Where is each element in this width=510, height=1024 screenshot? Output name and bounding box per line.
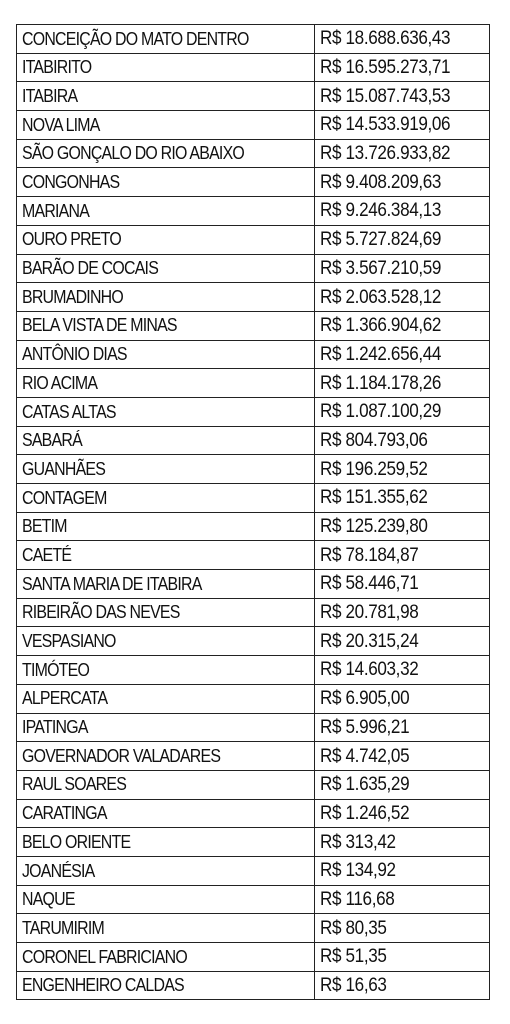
- municipality-cell: [17, 512, 315, 541]
- table-row: [17, 713, 490, 742]
- amount-cell: [315, 799, 490, 828]
- municipality-name: NAQUE: [22, 888, 75, 910]
- amount-cell: [315, 713, 490, 742]
- municipality-name: BRUMADINHO: [22, 285, 123, 307]
- municipality-cell: [17, 197, 315, 226]
- municipality-name: CAETÉ: [22, 543, 72, 565]
- municipality-name: SABARÁ: [22, 429, 82, 451]
- amount-value: R$ 14.603,32: [320, 659, 419, 681]
- amount-value: R$ 9.246.384,13: [320, 200, 442, 222]
- amount-cell: [315, 656, 490, 685]
- amount-value: R$ 1.635,29: [320, 774, 410, 796]
- amount-cell: [315, 197, 490, 226]
- amount-cell: [315, 168, 490, 197]
- amount-value: R$ 5.727.824,69: [320, 229, 442, 251]
- amount-value: R$ 5.996,21: [320, 716, 410, 738]
- amount-value: R$ 1.366.904,62: [320, 315, 442, 337]
- municipality-name: SANTA MARIA DE ITABIRA: [22, 572, 202, 594]
- table-row: [17, 598, 490, 627]
- municipality-cell: [17, 139, 315, 168]
- municipality-name: RIO ACIMA: [22, 371, 98, 393]
- amount-cell: [315, 914, 490, 943]
- table-row: [17, 197, 490, 226]
- municipality-name: TIMÓTEO: [22, 658, 90, 680]
- amount-value: R$ 78.184,87: [320, 544, 419, 566]
- amount-value: R$ 134,92: [320, 860, 396, 882]
- amount-value: R$ 16.595.273,71: [320, 57, 451, 79]
- table-row: [17, 111, 490, 140]
- municipality-cell: [17, 713, 315, 742]
- amount-cell: [315, 254, 490, 283]
- table-row: [17, 455, 490, 484]
- amount-cell: [315, 828, 490, 857]
- municipality-cell: [17, 627, 315, 656]
- municipality-cell: [17, 455, 315, 484]
- municipality-cell: [17, 656, 315, 685]
- municipality-name: OURO PRETO: [22, 228, 121, 250]
- amount-value: R$ 804.793,06: [320, 429, 428, 451]
- table-row: [17, 168, 490, 197]
- amount-cell: [315, 943, 490, 972]
- municipality-cell: [17, 770, 315, 799]
- table-row: [17, 426, 490, 455]
- amount-cell: [315, 369, 490, 398]
- table-row: [17, 770, 490, 799]
- amount-value: R$ 20.315,24: [320, 630, 419, 652]
- amount-cell: [315, 742, 490, 771]
- table-row: [17, 512, 490, 541]
- municipality-name: ITABIRITO: [22, 56, 92, 78]
- amount-value: R$ 1.184.178,26: [320, 372, 442, 394]
- municipality-name: CATAS ALTAS: [22, 400, 116, 422]
- municipality-name: MARIANA: [22, 199, 90, 221]
- amount-cell: [315, 25, 490, 54]
- amount-value: R$ 18.688.636,43: [320, 28, 451, 50]
- municipality-name: VESPASIANO: [22, 630, 116, 652]
- table-row: [17, 369, 490, 398]
- table-row: [17, 684, 490, 713]
- municipality-cell: [17, 25, 315, 54]
- amount-cell: [315, 311, 490, 340]
- municipality-cell: [17, 742, 315, 771]
- amount-cell: [315, 53, 490, 82]
- municipality-cell: [17, 828, 315, 857]
- amount-cell: [315, 82, 490, 111]
- table-row: [17, 570, 490, 599]
- amount-cell: [315, 484, 490, 513]
- municipality-cell: [17, 254, 315, 283]
- table-row: [17, 914, 490, 943]
- municipality-amount-table-container: [16, 24, 490, 1000]
- municipality-name: GOVERNADOR VALADARES: [22, 744, 221, 766]
- table-row: [17, 25, 490, 54]
- municipality-cell: [17, 225, 315, 254]
- municipality-cell: [17, 570, 315, 599]
- table-row: [17, 139, 490, 168]
- municipality-name: TARUMIRIM: [22, 916, 105, 938]
- amount-cell: [315, 770, 490, 799]
- municipality-cell: [17, 82, 315, 111]
- amount-value: R$ 20.781,98: [320, 602, 419, 624]
- table-body: [17, 25, 490, 1000]
- municipality-name: CONTAGEM: [22, 486, 107, 508]
- amount-value: R$ 80,35: [320, 917, 387, 939]
- municipality-cell: [17, 541, 315, 570]
- municipality-cell: [17, 885, 315, 914]
- municipality-name: CORONEL FABRICIANO: [22, 945, 187, 967]
- table-row: [17, 254, 490, 283]
- amount-value: R$ 16,63: [320, 975, 387, 997]
- table-row: [17, 799, 490, 828]
- municipality-name: GUANHÃES: [22, 457, 106, 479]
- municipality-amount-table: [16, 24, 490, 1000]
- municipality-cell: [17, 598, 315, 627]
- table-row: [17, 283, 490, 312]
- municipality-name: BETIM: [22, 515, 67, 537]
- municipality-name: NOVA LIMA: [22, 113, 100, 135]
- amount-cell: [315, 340, 490, 369]
- amount-value: R$ 58.446,71: [320, 573, 419, 595]
- amount-value: R$ 15.087.743,53: [320, 85, 451, 107]
- table-row: [17, 971, 490, 1000]
- table-row: [17, 627, 490, 656]
- municipality-name: CARATINGA: [22, 802, 107, 824]
- amount-cell: [315, 885, 490, 914]
- amount-value: R$ 196.259,52: [320, 458, 428, 480]
- municipality-cell: [17, 283, 315, 312]
- amount-cell: [315, 283, 490, 312]
- municipality-cell: [17, 943, 315, 972]
- amount-cell: [315, 397, 490, 426]
- municipality-name: BELO ORIENTE: [22, 830, 131, 852]
- amount-value: R$ 1.087.100,29: [320, 401, 442, 423]
- amount-cell: [315, 426, 490, 455]
- municipality-name: ITABIRA: [22, 84, 78, 106]
- amount-value: R$ 1.246,52: [320, 802, 410, 824]
- amount-value: R$ 4.742,05: [320, 745, 410, 767]
- amount-cell: [315, 139, 490, 168]
- municipality-cell: [17, 311, 315, 340]
- municipality-name: ANTÔNIO DIAS: [22, 343, 127, 365]
- table-row: [17, 885, 490, 914]
- amount-cell: [315, 111, 490, 140]
- table-row: [17, 340, 490, 369]
- amount-cell: [315, 598, 490, 627]
- municipality-cell: [17, 340, 315, 369]
- amount-value: R$ 313,42: [320, 831, 396, 853]
- municipality-name: CONGONHAS: [22, 171, 120, 193]
- amount-value: R$ 1.242.656,44: [320, 343, 442, 365]
- amount-value: R$ 3.567.210,59: [320, 257, 442, 279]
- amount-cell: [315, 225, 490, 254]
- municipality-cell: [17, 971, 315, 1000]
- table-row: [17, 311, 490, 340]
- table-row: [17, 856, 490, 885]
- table-row: [17, 943, 490, 972]
- amount-cell: [315, 627, 490, 656]
- amount-value: R$ 2.063.528,12: [320, 286, 442, 308]
- municipality-cell: [17, 397, 315, 426]
- municipality-cell: [17, 799, 315, 828]
- table-row: [17, 656, 490, 685]
- municipality-name: BARÃO DE COCAIS: [22, 257, 159, 279]
- municipality-name: IPATINGA: [22, 716, 88, 738]
- table-row: [17, 53, 490, 82]
- amount-cell: [315, 684, 490, 713]
- amount-cell: [315, 570, 490, 599]
- amount-cell: [315, 541, 490, 570]
- amount-cell: [315, 971, 490, 1000]
- municipality-name: ALPERCATA: [22, 687, 108, 709]
- municipality-cell: [17, 168, 315, 197]
- amount-value: R$ 6.905,00: [320, 688, 410, 710]
- table-row: [17, 225, 490, 254]
- amount-value: R$ 51,35: [320, 946, 387, 968]
- table-row: [17, 541, 490, 570]
- municipality-cell: [17, 426, 315, 455]
- table-row: [17, 484, 490, 513]
- municipality-name: JOANÉSIA: [22, 859, 95, 881]
- municipality-cell: [17, 484, 315, 513]
- amount-value: R$ 151.355,62: [320, 487, 428, 509]
- municipality-name: ENGENHEIRO CALDAS: [22, 974, 184, 996]
- municipality-name: SÃO GONÇALO DO RIO ABAIXO: [22, 142, 245, 164]
- amount-cell: [315, 455, 490, 484]
- amount-value: R$ 116,68: [320, 888, 395, 910]
- amount-cell: [315, 856, 490, 885]
- municipality-cell: [17, 53, 315, 82]
- municipality-cell: [17, 111, 315, 140]
- table-row: [17, 742, 490, 771]
- amount-value: R$ 125.239,80: [320, 516, 428, 538]
- table-row: [17, 397, 490, 426]
- municipality-cell: [17, 369, 315, 398]
- table-row: [17, 82, 490, 111]
- municipality-name: CONCEIÇÃO DO MATO DENTRO: [22, 27, 249, 49]
- amount-value: R$ 9.408.209,63: [320, 171, 442, 193]
- municipality-cell: [17, 856, 315, 885]
- amount-value: R$ 14.533.919,06: [320, 114, 451, 136]
- municipality-cell: [17, 684, 315, 713]
- amount-value: R$ 13.726.933,82: [320, 143, 451, 165]
- municipality-cell: [17, 914, 315, 943]
- table-row: [17, 828, 490, 857]
- municipality-name: BELA VISTA DE MINAS: [22, 314, 177, 336]
- amount-cell: [315, 512, 490, 541]
- municipality-name: RAUL SOARES: [22, 773, 127, 795]
- municipality-name: RIBEIRÃO DAS NEVES: [22, 601, 180, 623]
